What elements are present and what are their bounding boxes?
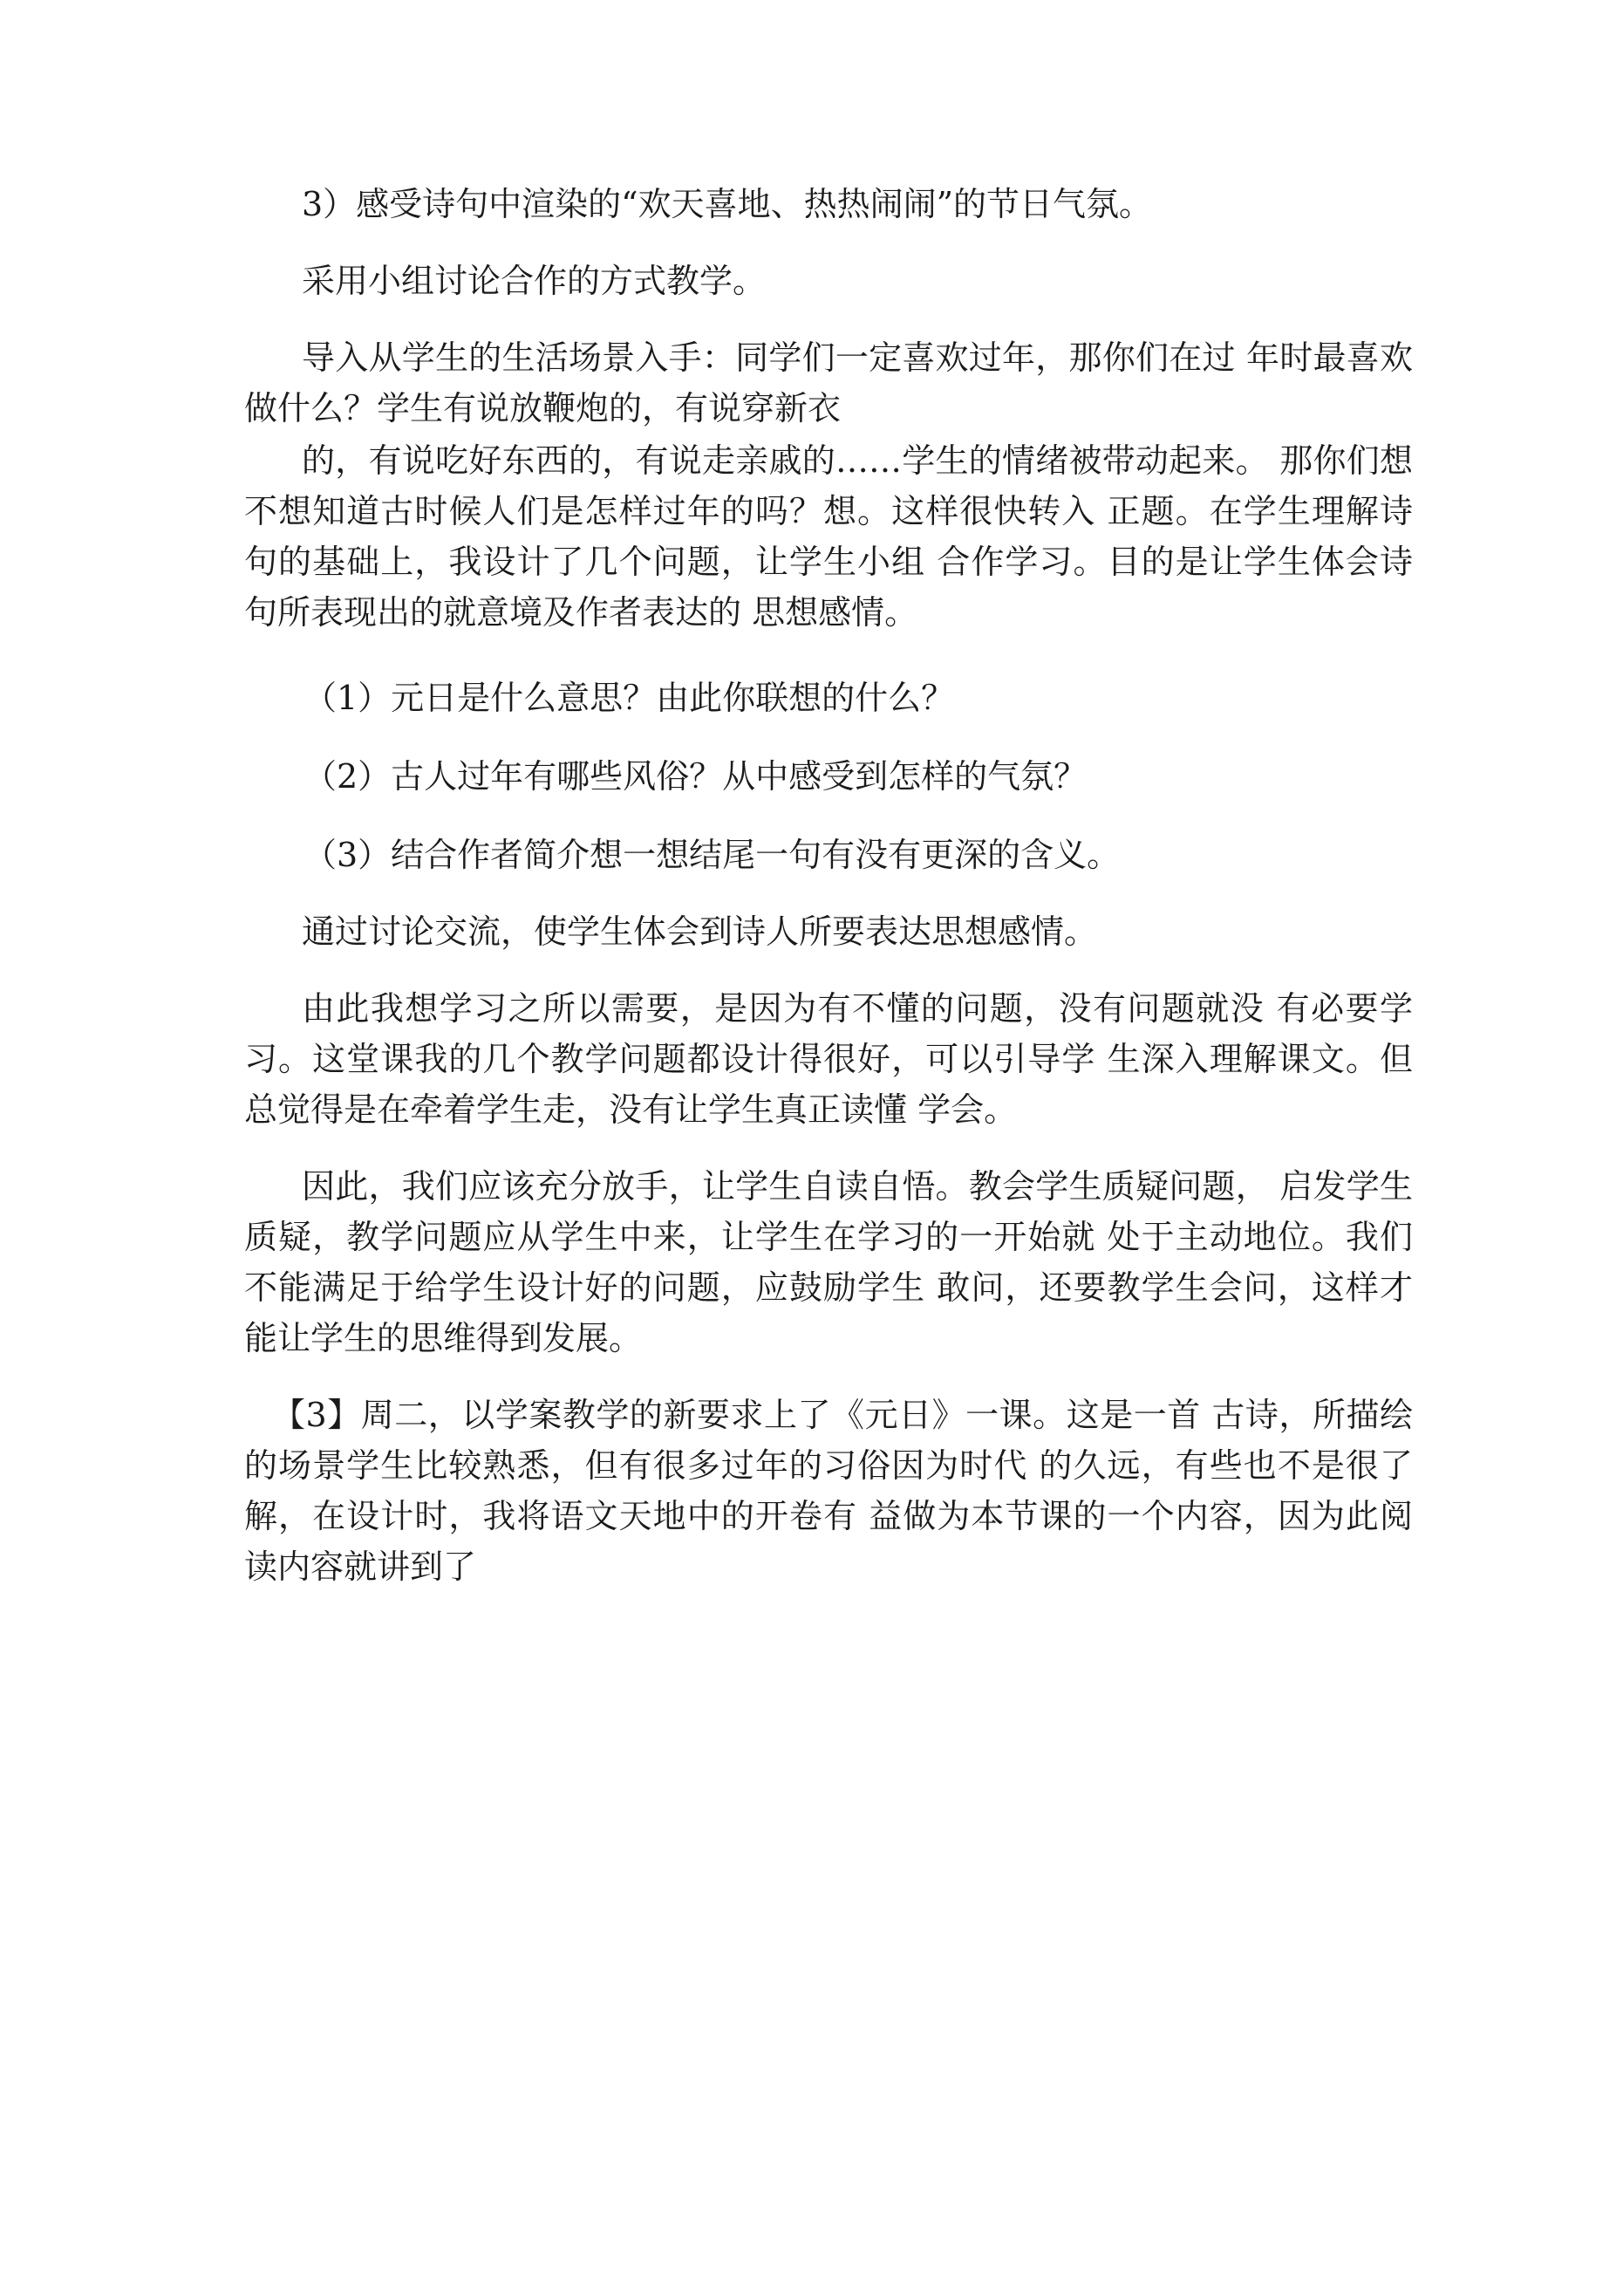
paragraph-note-3: 【3】周二，以学案教学的新要求上了《元日》一课。这是一首 古诗，所描绘的场景学生比较熟悉，但有很多过年的习俗因为时代 的久远，有些也不是很了解，在设计时，我将语文天地中的开卷有 益做为本节课的一个内容，因为此阅读内容就讲到了 xyxy=(244,1396,1413,1586)
paragraph-introduction-continued: 的，有说吃好东西的，有说走亲戚的……学生的情绪被带动起来。 那你们想不想知道古时候人们是怎样过年的吗？想。这样很快转入 正题。在学生理解诗句的基础上，我设计了几个问题，让学生小组 合作学习。目的是让学生体会诗句所表现出的就意境及作者表达的 思想感情。 xyxy=(244,441,1413,632)
document-body xyxy=(244,179,1413,1592)
paragraph-reflection: 由此我想学习之所以需要，是因为有不懂的问题，没有问题就没 有必要学习。这堂课我的几个教学问题都设计得很好，可以引导学 生深入理解课文。但总觉得是在牵着学生走，没有让学生真正读懂 学会。 xyxy=(244,989,1413,1129)
question-2: （2）古人过年有哪些风俗？从中感受到怎样的气氛？ xyxy=(303,757,1088,796)
question-1: （1）元日是什么意思？由此你联想的什么？ xyxy=(303,679,955,717)
paragraph-introduction: 导入从学生的生活场景入手：同学们一定喜欢过年，那你们在过 年时最喜欢做什么？学生有说放鞭炮的，有说穿新衣 xyxy=(244,338,1413,427)
paragraph-conclusion: 因此，我们应该充分放手，让学生自读自悟。教会学生质疑问题， 启发学生质疑，教学问题应从学生中来，让学生在学习的一开始就 处于主动地位。我们不能满足于给学生设计好的问题，应鼓励学生 敢问，还要教学生会问，这样才能让学生的思维得到发展。 xyxy=(244,1167,1413,1357)
paragraph-teaching-method: 采用小组讨论合作的方式教学。 xyxy=(302,262,767,300)
paragraph-goal-3: 3）感受诗句中渲染的“欢天喜地、热热闹闹”的节日气氛。 xyxy=(302,185,1153,223)
question-3: （3）结合作者简介想一想结尾一句有没有更深的含义。 xyxy=(303,836,1121,874)
paragraph-discussion: 通过讨论交流，使学生体会到诗人所要表达思想感情。 xyxy=(302,912,1098,951)
